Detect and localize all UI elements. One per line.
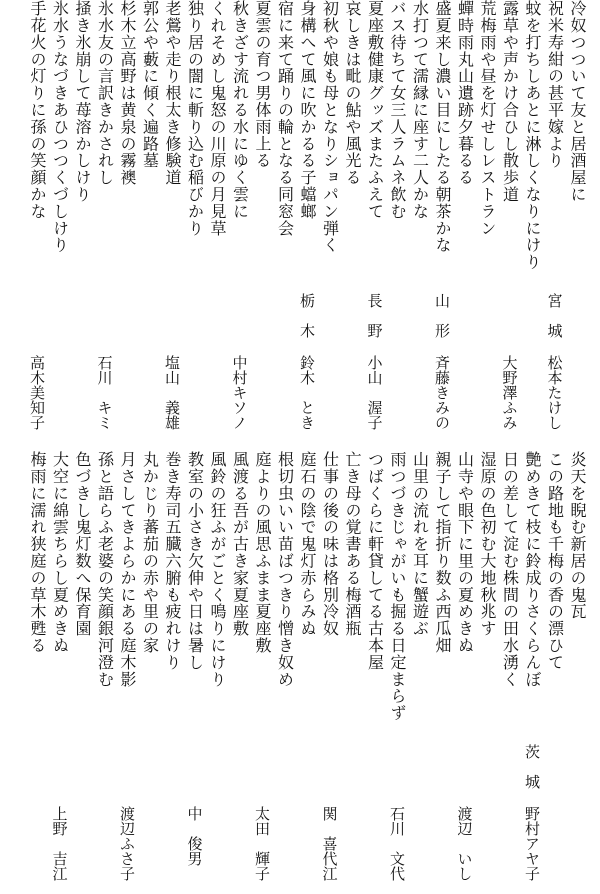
haiku-text: 月さしてきよらかにある庭木影 [118, 451, 137, 688]
haiku-text: 雨つづきじゃがいも掘る日定まらず [388, 451, 407, 722]
haiku-column [49, 451, 71, 894]
author-name: 中 俊男 [185, 806, 204, 866]
haiku-text: 蟬時雨丸山遺跡夕暮るる [455, 0, 475, 186]
author-name: 太田 輝子 [253, 806, 271, 881]
haiku-text: 露草や声かけ合ひし散歩道 [500, 0, 520, 203]
haiku-column [206, 451, 228, 894]
haiku-text: 艶めきて枝に鈴成りさくらんぼ [523, 451, 542, 688]
haiku-text: 巻き寿司五臓六腑も疲れけり [163, 451, 182, 671]
haiku-text: この路地も千梅の香の漂ひて [545, 451, 565, 671]
haiku-column [499, 451, 521, 894]
author-name: 塩山 義雄 [163, 355, 181, 430]
haiku-text: 庭よりの風思ふまま夏座敷 [253, 451, 272, 654]
haiku-column [544, 451, 566, 894]
haiku-column [341, 451, 363, 894]
haiku-text: 庭石の陰で鬼灯赤らみぬ [298, 451, 317, 637]
haiku-text: 風鈴の狂ふがごとく鳴りにけり [208, 451, 227, 688]
top-haiku-section [0, 0, 600, 444]
haiku-text: 日の差して淀む株間の田水湧く [500, 451, 520, 688]
haiku-column [431, 451, 453, 894]
haiku-text: 大空に綿雲ちらし夏めきぬ [50, 451, 70, 654]
haiku-column [476, 0, 498, 444]
haiku-text: 山里の流れを耳に蟹遊ぶ [410, 451, 430, 637]
haiku-column [71, 451, 93, 894]
haiku-text: 色づきし鬼灯数へ保育園 [73, 451, 92, 637]
haiku-column [94, 451, 116, 894]
haiku-text: 氷水友の言訳きかされし [95, 0, 115, 186]
haiku-text: 風渡る吾が古き家夏座敷 [230, 451, 250, 637]
haiku-column [49, 0, 71, 444]
haiku-column [499, 0, 521, 444]
haiku-column [26, 0, 48, 444]
haiku-column [116, 451, 138, 894]
haiku-text: 冷奴つついて友と居酒屋に [568, 0, 587, 203]
haiku-text: 杉木立高野は黄泉の霧襖 [118, 0, 137, 186]
haiku-text: 山寺や眼下に里の夏めきぬ [455, 451, 475, 654]
haiku-column [94, 0, 116, 444]
haiku-column [274, 0, 296, 444]
haiku-text: くれそめし鬼怒の川原の月見草 [208, 0, 227, 237]
haiku-text: 祝米寿紺の甚平嫁より [545, 0, 565, 169]
haiku-text: 盛夏来し濃い目にしたる朝茶かな [433, 0, 452, 254]
haiku-text: 掻き氷崩して苺溶かしけり [73, 0, 92, 203]
haiku-column [26, 451, 48, 894]
haiku-text: 秋きざす流れる水にゆく雲に [230, 0, 250, 220]
haiku-column [251, 451, 273, 894]
haiku-column [409, 0, 431, 444]
haiku-column [544, 0, 566, 444]
haiku-text: 根切虫いい苗ばつきり憎き奴め [275, 451, 295, 688]
haiku-text: 丸かじり蕃茄の赤や里の家 [140, 451, 160, 654]
prefecture-label: 山 形 [433, 293, 451, 338]
haiku-column [521, 451, 543, 894]
haiku-column [161, 451, 183, 894]
author-name: 松本たけし [545, 355, 564, 430]
haiku-column [116, 0, 138, 444]
haiku-text: 教室の小さき欠伸や日は暑し [185, 451, 205, 671]
haiku-column [341, 0, 363, 444]
haiku-column [386, 451, 408, 894]
prefecture-label: 茨 城 [523, 744, 541, 789]
haiku-text: 炎天を睨む新居の鬼瓦 [568, 451, 587, 620]
author-name: 石川 文代 [388, 806, 406, 881]
author-name: 中村キソノ [230, 355, 249, 430]
author-name: 関 喜代江 [320, 806, 339, 881]
haiku-text: 亡き母の覚書ある梅酒瓶 [343, 451, 362, 637]
haiku-text: つばくらに軒貸してる古本屋 [365, 451, 385, 671]
haiku-text: 宿に来て踊りの輪となる同窓会 [275, 0, 295, 237]
haiku-text: 独り居の闇に斬り込む稲びかり [185, 0, 205, 237]
prefecture-label: 宮 城 [545, 293, 564, 338]
haiku-column [139, 0, 161, 444]
haiku-column [274, 451, 296, 894]
author-name: 渡辺 いし [455, 806, 474, 881]
haiku-column [319, 0, 341, 444]
haiku-column [386, 0, 408, 444]
haiku-column [184, 451, 206, 894]
author-name: 渡辺ふさ子 [118, 806, 136, 881]
haiku-text: 親子して指折り数ふ西瓜畑 [433, 451, 452, 654]
author-name: 石川 キミ [95, 355, 114, 430]
haiku-column [476, 451, 498, 894]
haiku-column [71, 0, 93, 444]
author-name: 上野 吉江 [50, 806, 69, 881]
bottom-haiku-section [0, 451, 600, 894]
haiku-text: 初秋や娘も母となりショパン弾く [320, 0, 340, 254]
haiku-text: 身構へて風に吹かるる子蟷螂 [298, 0, 317, 220]
haiku-text: 仕事の後の味は格別冷奴 [320, 451, 340, 637]
haiku-text: 夏座敷健康グッズまたふえて [365, 0, 385, 220]
haiku-column [566, 451, 588, 894]
author-name: 斉藤きみの [433, 355, 451, 430]
haiku-column [296, 0, 318, 444]
haiku-text: 荒梅雨や昼を灯せしレストラン [478, 0, 497, 237]
haiku-column [251, 0, 273, 444]
haiku-text: 蚊を打ちしあとに淋しくなりにけり [523, 0, 542, 271]
haiku-text: 夏雲の育つ男体雨上る [253, 0, 272, 169]
author-name: 小山 渥子 [365, 355, 384, 430]
haiku-text: 哀しきは毗の鮎や風光る [343, 0, 362, 186]
haiku-column [454, 451, 476, 894]
haiku-text: バス待ちて女三人ラムネ飲む [388, 0, 407, 220]
haiku-column [431, 0, 453, 444]
prefecture-label: 長 野 [365, 293, 384, 338]
haiku-column [566, 0, 588, 444]
author-name: 大野澤ふみ [500, 355, 519, 430]
author-name: 野村アヤ子 [523, 806, 541, 881]
haiku-text: 孫と語らふ老婆の笑顔銀河澄む [95, 451, 115, 688]
haiku-text: 老鶯や走り根太き修験道 [163, 0, 182, 186]
haiku-column [364, 451, 386, 894]
haiku-text: 水打つて濡縁に座す二人かな [410, 0, 430, 220]
author-name: 高木美知子 [28, 355, 46, 430]
haiku-text: 手花火の灯りに孫の笑顔かな [28, 0, 47, 220]
haiku-text: 郭公や藪に傾く遍路墓 [140, 0, 160, 169]
haiku-column [229, 451, 251, 894]
haiku-column [364, 0, 386, 444]
haiku-column [184, 0, 206, 444]
haiku-column [409, 451, 431, 894]
haiku-column [454, 0, 476, 444]
author-name: 鈴木 とき [298, 355, 316, 430]
haiku-column [206, 0, 228, 444]
haiku-column [229, 0, 251, 444]
haiku-text: 梅雨に濡れ狭庭の草木甦る [28, 451, 47, 654]
haiku-column [521, 0, 543, 444]
haiku-column [161, 0, 183, 444]
haiku-column [319, 451, 341, 894]
haiku-text: 氷水うなづきあひつつくづしけり [50, 0, 70, 254]
prefecture-label: 栃 木 [298, 293, 316, 338]
haiku-text: 湿原の色初む大地秋兆す [478, 451, 497, 637]
haiku-column [296, 451, 318, 894]
haiku-column [139, 451, 161, 894]
